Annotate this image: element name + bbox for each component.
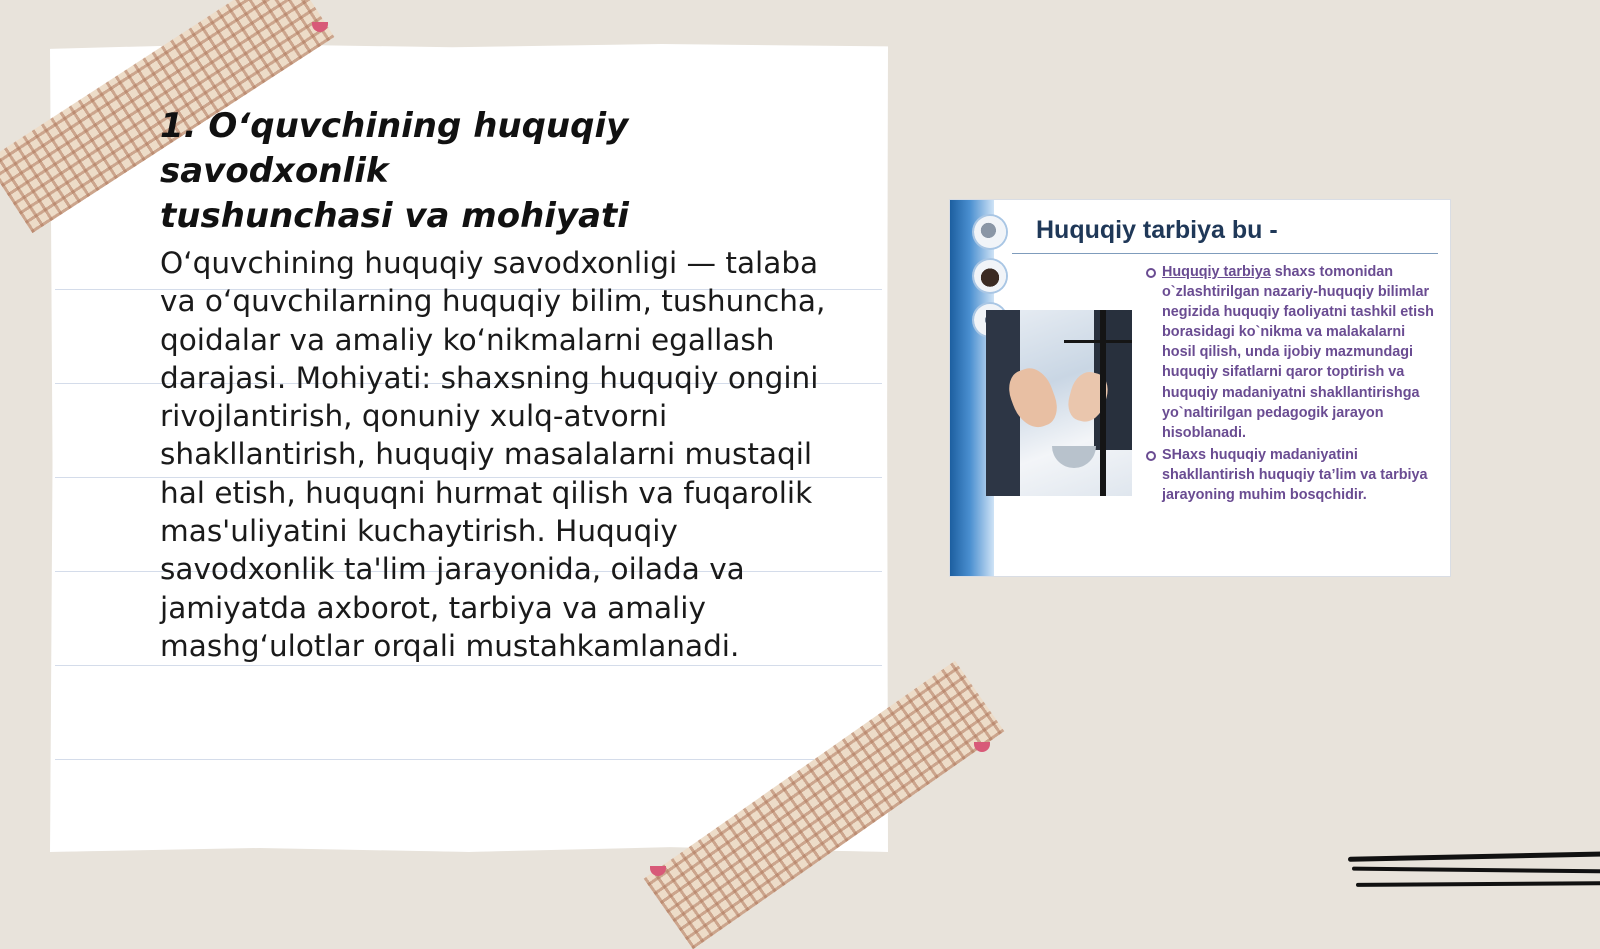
bullet-icon: [1146, 451, 1156, 461]
term-link: Huquqiy tarbiya: [1162, 264, 1271, 280]
bullet-text: shaxs tomonidan o`zlashtirilgan nazariy-huquqiy bilimlar negizida huquqiy faoliyatni tashkil etish borasidagi ko`nikma va malakalarni hosil qilish, unda ijobiy mazmundagi huquqiy sifatlarni qaror toptirish va huquqiy madaniyatni shakllantirishga yo`naltirilgan pedagogik jarayon hisoblanadi.: [1162, 264, 1434, 441]
scale-beam: [1064, 340, 1132, 343]
list-item: [1146, 262, 1442, 443]
heading-line-1: 1. O‘quvchining huquqiy savodxonlik: [160, 106, 629, 191]
pin-icon: [974, 742, 990, 752]
handshake-icon: [974, 216, 1006, 248]
body-paragraph: O‘quvchining huquqiy savodxonligi — talaba va o‘quvchilarning huquqiy bilim, tushuncha, qoidalar va amaliy ko‘nikmalarni egallash darajasi. Mohiyati: shaxsning huquqiy ongini rivojlantirish, qonuniy xulq-atvorni shakllantirish, huquqiy masalalarni mustaqil hal etish, huquqni hurmat qilish va fuqarolik mas'uliyatini kuchaytirish. Huquqiy savodxonlik ta'lim jarayonida, oilada va jamiyatda axborot, tarbiya va amaliy mashg‘ulotlar orqali mustahkamlanadi.: [160, 246, 826, 663]
scribble-stroke: [1352, 867, 1600, 874]
person-icon: [974, 260, 1006, 292]
slide-heading: [160, 104, 860, 239]
scale-cup: [1052, 446, 1096, 468]
paper-rule-line: [55, 759, 882, 760]
embedded-slide-image: [950, 200, 1450, 576]
justice-scale-photo: [986, 310, 1132, 496]
scribble-stroke: [1348, 851, 1600, 862]
scale-icon: [1100, 310, 1106, 496]
bullet-icon: [1146, 268, 1156, 278]
slide-image-title: Huquqiy tarbiya bu -: [1036, 216, 1278, 244]
scribble-stroke: [1356, 881, 1600, 887]
bullet-text: SHaxs huquqiy madaniyatini shakllantirish huquqiy ta’lim va tarbiya jarayoning muhim bosqchidir.: [1162, 446, 1428, 504]
list-item: [1146, 445, 1442, 505]
slide-title-underline: [1012, 253, 1438, 254]
slide-bullet-list: [1146, 262, 1442, 505]
heading-line-2: tushunchasi va mohiyati: [160, 196, 629, 236]
